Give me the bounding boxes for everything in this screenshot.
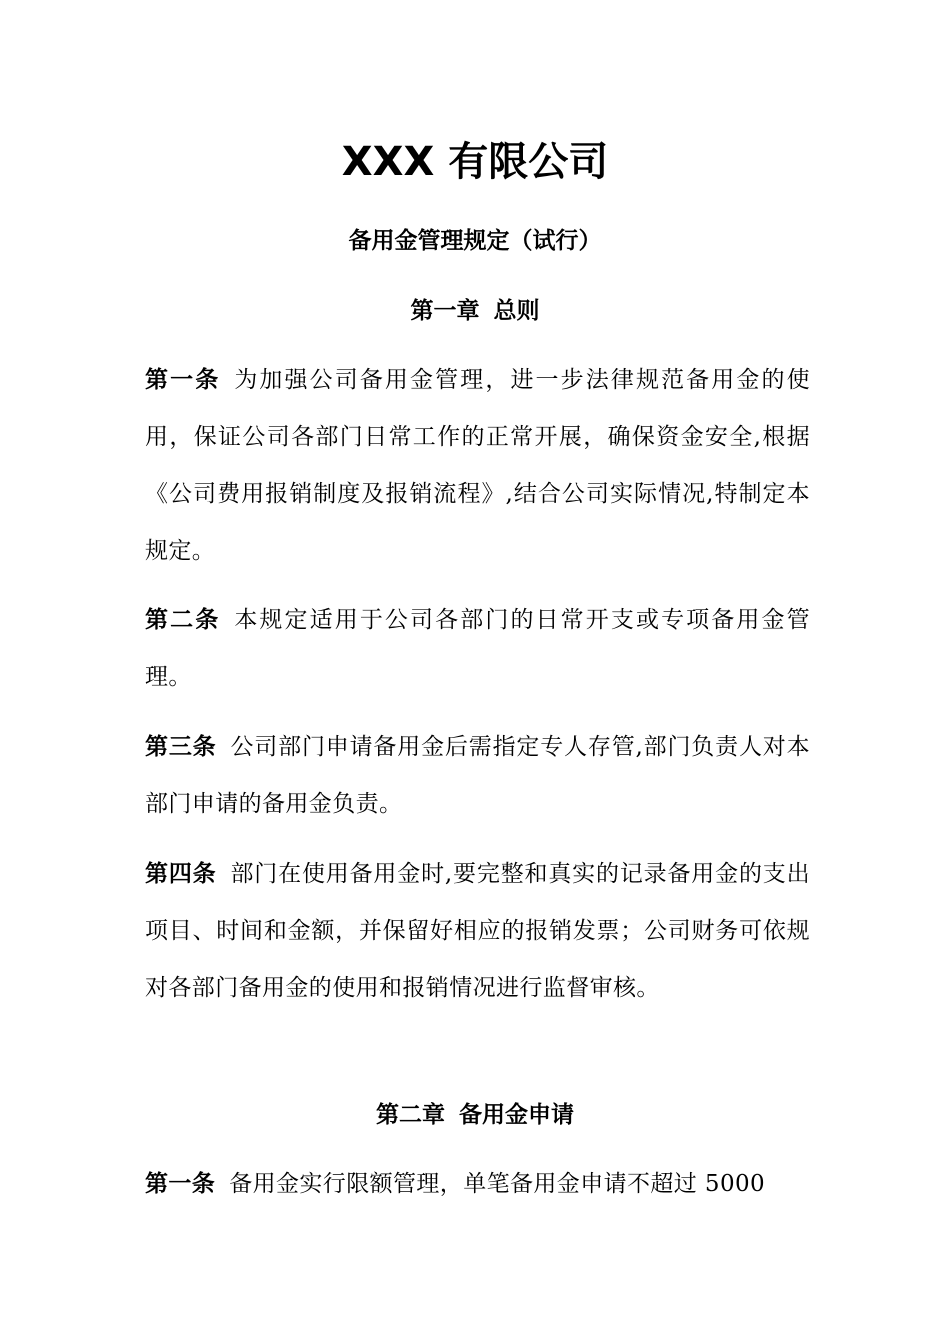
article-label: 第一条 <box>145 367 221 393</box>
chapter-heading-2 <box>0 1098 950 1132</box>
document-subtitle: 备用金管理规定（试行） <box>348 228 602 254</box>
article-label: 第二条 <box>145 607 221 633</box>
article-label: 第一条 <box>145 1171 216 1197</box>
chapter-heading-1 <box>0 294 950 328</box>
article-label: 第三条 <box>145 734 217 760</box>
article-text: 为加强公司备用金管理，进一步法律规范备用金的使用，保证公司各部门日常工作的正常开展，确保资金安全,根据《公司费用报销制度及报销流程》,结合公司实际情况,特制定本规定。 <box>145 367 810 564</box>
article-text: 部门在使用备用金时,要完整和真实的记录备用金的支出项目、时间和金额，并保留好相应的报销发票；公司财务可依规对各部门备用金的使用和报销情况进行监督审核。 <box>145 861 811 1001</box>
article-text: 本规定适用于公司各部门的日常开支或专项备用金管理。 <box>145 607 810 690</box>
chapter-name: 备用金申请 <box>459 1102 574 1128</box>
chapter-name: 总则 <box>493 298 540 324</box>
article-text: 公司部门申请备用金后需指定专人存管,部门负责人对本部门申请的备用金负责。 <box>145 734 811 817</box>
article-label: 第四条 <box>145 861 217 887</box>
article-text: 备用金实行限额管理，单笔备用金申请不超过 5000 <box>229 1171 766 1197</box>
chapter-number: 第一章 <box>410 298 480 324</box>
chapter-number: 第二章 <box>376 1102 445 1128</box>
article-paragraph <box>145 592 810 706</box>
document-title: XXX 有限公司 <box>341 139 609 185</box>
article-paragraph <box>145 719 810 833</box>
article-paragraph <box>145 846 810 1017</box>
article-paragraph <box>145 352 810 580</box>
article-paragraph <box>145 1156 810 1213</box>
